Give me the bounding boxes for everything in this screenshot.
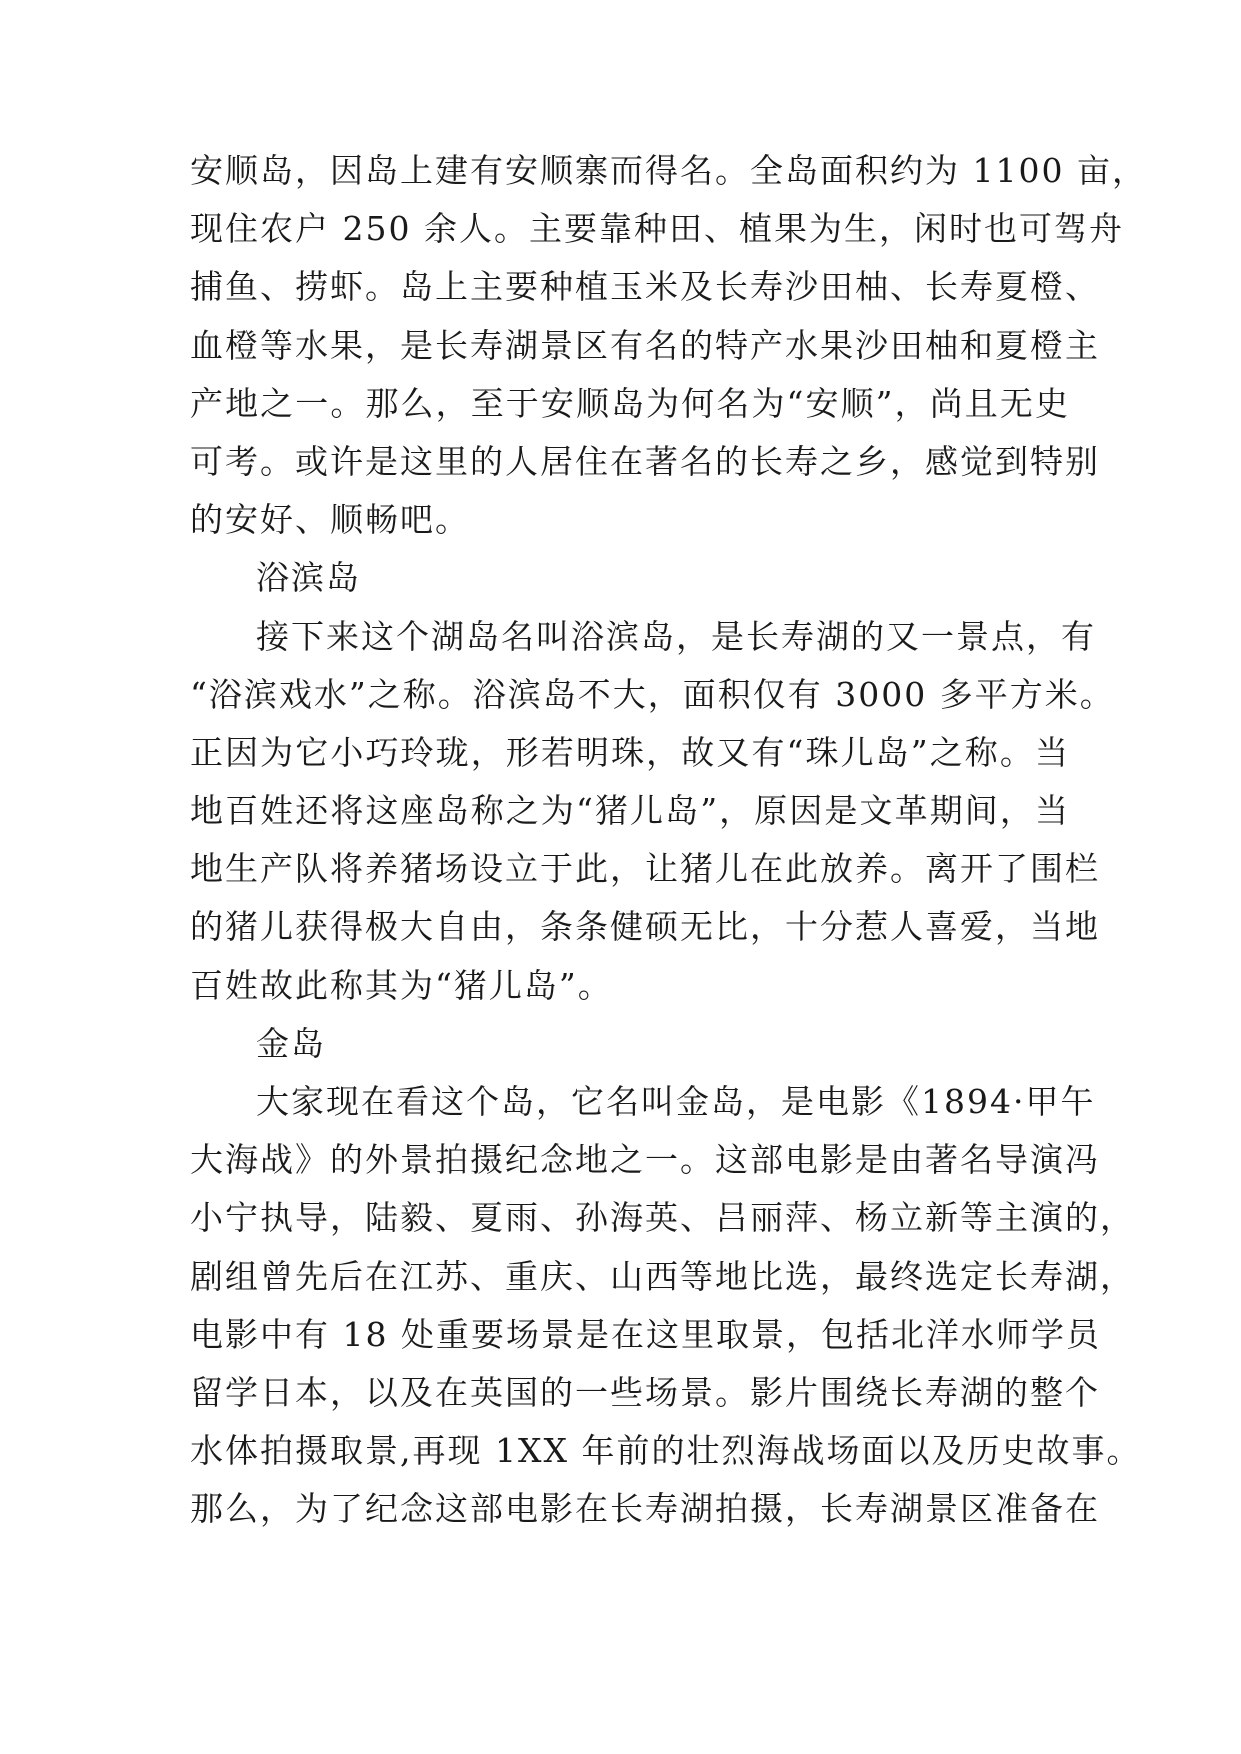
text-line: 安顺岛，因岛上建有安顺寨而得名。全岛面积约为 1100 亩，: [190, 151, 1147, 190]
text-line: 捕鱼、捞虾。岛上主要种植玉米及长寿沙田柚、长寿夏橙、: [190, 267, 1100, 307]
text-line: 水体拍摄取景,再现 1XX 年前的壮烈海战场面以及历史故事。: [190, 1431, 1142, 1471]
text-line: 现住农户 250 余人。主要靠种田、植果为生，闲时也可驾舟: [190, 209, 1124, 249]
text-line: 接下来这个湖岛名叫浴滨岛，是长寿湖的又一景点，有: [256, 616, 1096, 656]
section-heading-yubin-island: 浴滨岛: [256, 558, 361, 598]
section-heading-jin-island: 金岛: [256, 1023, 326, 1063]
text-line: 产地之一。那么，至于安顺岛为何名为“安顺”，尚且无史: [190, 383, 1070, 423]
body-text: [190, 142, 1147, 1539]
text-line: 的安好、顺畅吧。: [190, 500, 470, 540]
text-line: 小宁执导，陆毅、夏雨、孙海英、吕丽萍、杨立新等主演的，: [190, 1198, 1135, 1238]
text-line: 的猪儿获得极大自由，条条健硕无比，十分惹人喜爱，当地: [190, 907, 1100, 947]
text-line: 血橙等水果，是长寿湖景区有名的特产水果沙田柚和夏橙主: [190, 325, 1100, 365]
text-line: 地百姓还将这座岛称之为“猪儿岛”，原因是文革期间，当: [190, 791, 1070, 831]
text-line: 留学日本，以及在英国的一些场景。影片围绕长寿湖的整个: [190, 1372, 1100, 1412]
text-line: 百姓故此称其为“猪儿岛”。: [190, 965, 613, 1005]
text-line: 大海战》的外景拍摄纪念地之一。这部电影是由著名导演冯: [190, 1140, 1100, 1180]
text-line: 那么，为了纪念这部电影在长寿湖拍摄，长寿湖景区准备在: [190, 1489, 1100, 1529]
text-line: 剧组曾先后在江苏、重庆、山西等地比选，最终选定长寿湖，: [190, 1256, 1135, 1296]
text-line: 地生产队将养猪场设立于此，让猪儿在此放养。离开了围栏: [190, 849, 1100, 889]
text-line: 可考。或许是这里的人居住在著名的长寿之乡，感觉到特别: [190, 441, 1100, 481]
text-line: 电影中有 18 处重要场景是在这里取景，包括北洋水师学员: [190, 1314, 1101, 1354]
text-line: 大家现在看这个岛，它名叫金岛，是电影《1894·甲午: [256, 1082, 1096, 1121]
text-line: “浴滨戏水”之称。浴滨岛不大，面积仅有 3000 多平方米。: [190, 674, 1115, 714]
text-line: 正因为它小巧玲珑，形若明珠，故又有“珠儿岛”之称。当: [190, 732, 1070, 772]
